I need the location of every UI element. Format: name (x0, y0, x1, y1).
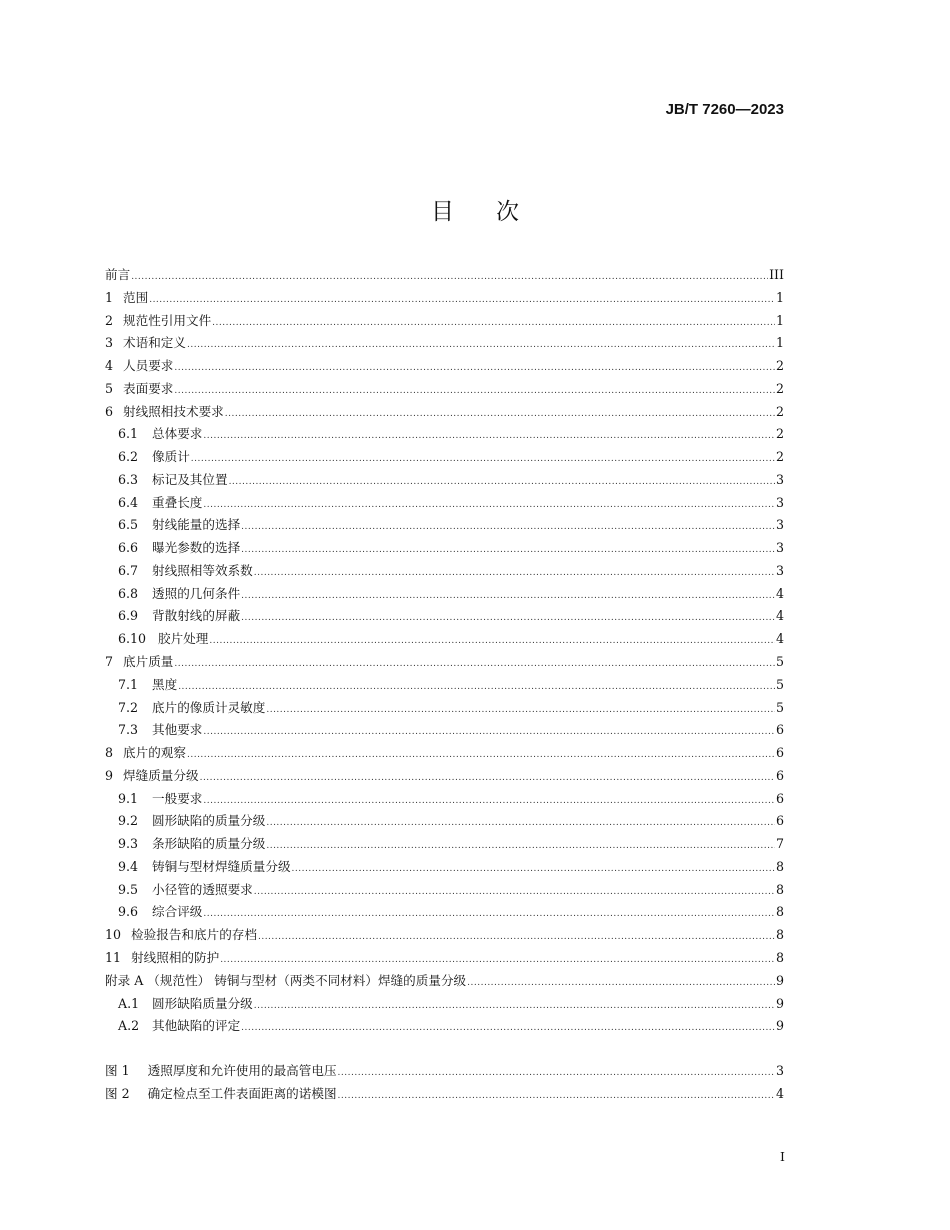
toc-entry[interactable] (105, 788, 784, 811)
dot-leader (174, 653, 775, 676)
entry-number: 6.7 (118, 562, 139, 578)
toc-entry[interactable] (105, 742, 784, 765)
dot-leader (174, 380, 775, 403)
entry-title: 底片的观察 (123, 745, 186, 761)
dot-leader (187, 744, 775, 767)
entry-page: 3 (775, 1063, 784, 1078)
entry-title: 总体要求 (152, 426, 203, 442)
entry-number: 11 (105, 949, 122, 965)
entry-title: 条形缺陷的质量分级 (152, 836, 266, 852)
page-number: I (780, 1149, 785, 1164)
dot-leader (241, 585, 775, 608)
toc-entry[interactable] (105, 332, 784, 355)
entry-number: 6.3 (118, 471, 139, 487)
entry-page: 8 (775, 904, 784, 920)
dot-leader (338, 1062, 775, 1085)
entry-number: 3 (105, 335, 114, 351)
dot-leader (212, 312, 775, 335)
dot-leader (174, 357, 775, 380)
dot-leader (258, 926, 775, 949)
entry-number: 9.5 (118, 881, 139, 897)
dot-leader (131, 266, 768, 289)
entry-number: 5 (105, 380, 114, 396)
entry-number: 4 (105, 358, 114, 374)
toc-entry[interactable] (105, 697, 784, 720)
entry-page: 9 (775, 995, 784, 1011)
entry-page: 3 (775, 562, 784, 578)
entry-number: 6.4 (118, 494, 139, 510)
dot-leader (266, 812, 775, 835)
entry-title: 射线照相的防护 (131, 949, 220, 965)
dot-leader (254, 562, 775, 585)
toc-entry[interactable] (105, 719, 784, 742)
entry-title: 射线能量的选择 (152, 517, 241, 533)
dot-leader (200, 767, 775, 790)
entry-title: 前言 (105, 267, 131, 282)
dot-leader (338, 1085, 775, 1108)
entry-title: 黑度 (152, 676, 178, 692)
dot-leader (254, 995, 775, 1018)
entry-page: 3 (775, 540, 784, 556)
entry-page: 8 (775, 881, 784, 897)
entry-number: 图 1 (105, 1063, 130, 1078)
toc-entry[interactable] (105, 310, 784, 333)
toc-entry[interactable] (105, 970, 784, 993)
entry-title: 像质计 (152, 449, 190, 465)
standard-code: JB/T 7260—2023 (665, 101, 784, 118)
toc-entry[interactable] (105, 287, 784, 310)
entry-page: 8 (775, 858, 784, 874)
entry-number: 6.6 (118, 540, 139, 556)
entry-title: 其他要求 (152, 722, 203, 738)
toc-entry[interactable] (105, 651, 784, 674)
entry-number: 10 (105, 927, 122, 943)
dot-leader (203, 425, 775, 448)
entry-number: A.1 (118, 995, 140, 1011)
toc-entry[interactable] (105, 1015, 784, 1038)
entry-page: 6 (775, 813, 784, 829)
dot-leader (203, 790, 775, 813)
figure-list (105, 1060, 784, 1106)
dot-leader (149, 289, 775, 312)
entry-title: 射线照相等效系数 (152, 562, 253, 578)
entry-title: 重叠长度 (152, 494, 203, 510)
toc-entry[interactable] (105, 355, 784, 378)
entry-page: III (769, 267, 784, 282)
entry-title: 底片质量 (123, 654, 174, 670)
entry-number: 7 (105, 654, 114, 670)
entry-title: 透照厚度和允许使用的最高管电压 (147, 1063, 337, 1078)
dot-leader (220, 949, 775, 972)
toc-entry[interactable] (105, 560, 784, 583)
entry-number: 7.3 (118, 722, 139, 738)
entry-number: 图 2 (105, 1085, 130, 1101)
toc-entry[interactable] (105, 765, 784, 788)
page-title: 目次 (431, 199, 561, 225)
entry-title: 检验报告和底片的存档 (131, 927, 257, 943)
entry-number: 9.1 (118, 790, 139, 806)
dot-leader (292, 858, 775, 881)
dot-leader (209, 630, 775, 653)
entry-title: 小径管的透照要求 (152, 881, 253, 897)
entry-number: 9 (105, 767, 114, 783)
entry-number: 7.1 (118, 676, 139, 692)
entry-page: 5 (775, 676, 784, 692)
entry-number: 1 (105, 289, 114, 305)
entry-page: 1 (775, 289, 784, 305)
entry-title: 术语和定义 (123, 335, 186, 351)
entry-page: 2 (775, 403, 784, 419)
entry-page: 5 (775, 654, 784, 670)
entry-number: 8 (105, 745, 114, 761)
entry-page: 5 (775, 699, 784, 715)
entry-page: 3 (775, 517, 784, 533)
entry-title: 表面要求 (123, 380, 174, 396)
entry-page: 6 (775, 790, 784, 806)
entry-title: 标记及其位置 (152, 471, 228, 487)
entry-number: 9.2 (118, 813, 139, 829)
entry-title: 一般要求 (152, 790, 203, 806)
entry-title: 铸铜与型材焊缝质量分级 (152, 858, 291, 874)
toc-entry[interactable] (105, 401, 784, 424)
entry-number: 9.6 (118, 904, 139, 920)
entry-page: 2 (775, 358, 784, 374)
entry-title: 背散射线的屏蔽 (152, 608, 241, 624)
entry-title: 焊缝质量分级 (123, 767, 199, 783)
figure-entry[interactable] (105, 1083, 784, 1106)
entry-page: 9 (775, 972, 784, 988)
toc-entry[interactable] (105, 833, 784, 856)
toc-entry[interactable] (105, 469, 784, 492)
dot-leader (203, 494, 775, 517)
entry-page: 2 (775, 426, 784, 442)
entry-title: 透照的几何条件 (152, 585, 241, 601)
entry-number: 6.1 (118, 426, 139, 442)
entry-number: 9.4 (118, 858, 139, 874)
dot-leader (203, 903, 775, 926)
toc-entry[interactable] (105, 924, 784, 947)
entry-number: A.2 (118, 1018, 140, 1034)
figure-entry[interactable] (105, 1060, 784, 1083)
dot-leader (178, 676, 775, 699)
entry-title: 人员要求 (123, 358, 174, 374)
entry-page: 2 (775, 380, 784, 396)
toc-entry[interactable] (105, 901, 784, 924)
toc-entry[interactable] (105, 810, 784, 833)
dot-leader (241, 516, 775, 539)
entry-page: 3 (775, 471, 784, 487)
toc-list (105, 264, 784, 1038)
entry-page: 1 (775, 312, 784, 328)
toc-entry[interactable] (105, 628, 784, 651)
entry-page: 6 (775, 722, 784, 738)
entry-title: 圆形缺陷的质量分级 (152, 813, 266, 829)
toc-entry[interactable] (105, 537, 784, 560)
entry-page: 1 (775, 335, 784, 351)
toc-entry[interactable] (105, 856, 784, 879)
toc-entry[interactable] (105, 492, 784, 515)
dot-leader (225, 403, 775, 426)
entry-page: 4 (775, 1085, 784, 1101)
dot-leader (229, 471, 775, 494)
entry-title: 曝光参数的选择 (152, 540, 241, 556)
toc-entry[interactable] (105, 879, 784, 902)
dot-leader (203, 721, 775, 744)
entry-page: 6 (775, 767, 784, 783)
toc-entry[interactable] (105, 993, 784, 1016)
entry-title: 其他缺陷的评定 (152, 1018, 241, 1034)
toc-entry[interactable] (105, 605, 784, 628)
entry-title: 底片的像质计灵敏度 (152, 699, 266, 715)
entry-page: 4 (775, 585, 784, 601)
dot-leader (191, 448, 775, 471)
entry-page: 4 (775, 608, 784, 624)
entry-title: 圆形缺陷质量分级 (152, 995, 253, 1011)
entry-page: 7 (775, 836, 784, 852)
toc-entry[interactable] (105, 378, 784, 401)
entry-number: 7.2 (118, 699, 139, 715)
dot-leader (187, 334, 775, 357)
entry-title: 确定检点至工件表面距离的诺模图 (147, 1085, 337, 1101)
toc-entry[interactable] (105, 423, 784, 446)
entry-title: 范围 (123, 289, 149, 305)
entry-page: 4 (775, 631, 784, 647)
toc-entry[interactable] (105, 264, 784, 287)
entry-number: 9.3 (118, 836, 139, 852)
entry-page: 3 (775, 494, 784, 510)
entry-number: 6.2 (118, 449, 139, 465)
entry-number: 附录 A (105, 972, 144, 988)
toc-entry[interactable] (105, 446, 784, 469)
entry-number: 6.5 (118, 517, 139, 533)
entry-number: 6.9 (118, 608, 139, 624)
entry-number: 6.10 (118, 631, 147, 647)
entry-page: 2 (775, 449, 784, 465)
entry-number: 2 (105, 312, 114, 328)
entry-page: 8 (775, 949, 784, 965)
toc-entry[interactable] (105, 674, 784, 697)
toc-entry[interactable] (105, 583, 784, 606)
dot-leader (266, 835, 775, 858)
entry-page: 8 (775, 927, 784, 943)
entry-title: 综合评级 (152, 904, 203, 920)
entry-number: 6 (105, 403, 114, 419)
entry-title: （规范性） 铸铜与型材（两类不同材料）焊缝的质量分级 (147, 972, 467, 988)
entry-page: 9 (775, 1018, 784, 1034)
entry-title: 射线照相技术要求 (123, 403, 224, 419)
dot-leader (266, 699, 775, 722)
entry-number: 6.8 (118, 585, 139, 601)
toc-entry[interactable] (105, 947, 784, 970)
dot-leader (241, 607, 775, 630)
entry-title: 规范性引用文件 (123, 312, 212, 328)
dot-leader (254, 881, 775, 904)
dot-leader (467, 972, 775, 995)
dot-leader (241, 539, 775, 562)
entry-page: 6 (775, 745, 784, 761)
toc-entry[interactable] (105, 514, 784, 537)
entry-title: 胶片处理 (158, 631, 209, 647)
dot-leader (241, 1017, 775, 1040)
